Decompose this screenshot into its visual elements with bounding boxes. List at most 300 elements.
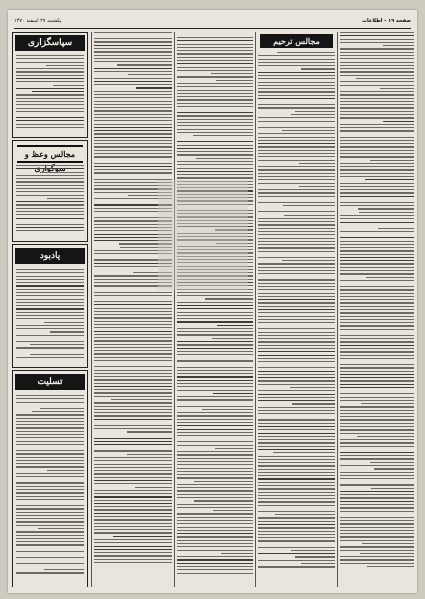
print-line — [177, 458, 253, 459]
print-line — [340, 98, 414, 99]
print-line — [258, 540, 335, 541]
print-line — [177, 40, 253, 41]
print-line — [94, 503, 172, 504]
print-line — [340, 196, 414, 197]
print-line — [258, 469, 335, 470]
print-line — [16, 402, 84, 403]
print-line — [94, 340, 172, 341]
print-line — [258, 133, 335, 134]
print-line — [273, 452, 335, 453]
print-line — [177, 86, 253, 87]
print-line — [277, 52, 335, 53]
print-line — [340, 166, 414, 167]
print-line — [94, 110, 172, 111]
print-line — [340, 387, 414, 388]
print-line — [340, 335, 414, 336]
print-line — [258, 95, 335, 96]
print-line — [258, 247, 335, 248]
print-line — [258, 104, 335, 105]
print-line — [340, 156, 414, 157]
print-line — [340, 205, 414, 206]
reminder-banner: یادبود — [15, 248, 85, 264]
print-line — [340, 62, 414, 63]
print-line — [16, 441, 84, 442]
reminder-box — [12, 244, 88, 368]
print-line — [113, 536, 172, 537]
print-line — [16, 489, 84, 490]
print-line — [340, 153, 414, 154]
print-line — [258, 442, 335, 443]
print-line — [258, 566, 335, 567]
print-line — [177, 425, 253, 426]
print-line — [340, 254, 414, 255]
print-line — [340, 520, 414, 521]
notice-text — [16, 269, 84, 360]
print-line — [16, 486, 84, 487]
print-line — [221, 553, 253, 554]
print-line — [340, 75, 414, 76]
print-smudge — [158, 180, 248, 290]
print-line — [177, 513, 253, 514]
print-line — [16, 437, 84, 438]
thanks-banner: سپاسگزاری — [15, 35, 85, 51]
print-line — [177, 415, 253, 416]
column-rule — [337, 32, 338, 587]
print-line — [340, 377, 414, 378]
print-line — [94, 496, 172, 497]
print-line — [258, 75, 335, 76]
column-rule — [91, 32, 92, 587]
print-line — [258, 296, 335, 297]
print-line — [32, 411, 84, 412]
print-line — [340, 127, 414, 128]
print-line — [94, 438, 172, 439]
print-line — [177, 37, 253, 38]
print-line — [94, 114, 172, 115]
print-line — [94, 101, 172, 102]
print-line — [258, 419, 335, 420]
print-line — [94, 379, 172, 380]
print-line — [258, 459, 335, 460]
print-line — [340, 143, 414, 144]
print-line — [258, 433, 335, 434]
print-line — [258, 332, 335, 333]
print-line — [258, 462, 335, 463]
column-rule — [255, 32, 256, 587]
print-line — [340, 137, 414, 138]
print-line — [258, 355, 335, 356]
print-line — [177, 161, 253, 162]
print-line — [94, 460, 172, 461]
print-line — [16, 58, 84, 59]
sympathy-box — [12, 370, 88, 587]
print-line — [194, 481, 253, 482]
print-line — [258, 107, 335, 108]
print-line — [340, 484, 414, 485]
print-line — [258, 286, 335, 287]
print-line — [340, 446, 414, 447]
print-line — [177, 517, 253, 518]
print-line — [94, 490, 172, 491]
print-line — [94, 311, 172, 312]
print-line — [258, 501, 335, 502]
print-line — [94, 402, 172, 403]
print-line — [177, 164, 253, 165]
print-line — [94, 84, 172, 85]
print-line — [357, 436, 414, 437]
print-line — [340, 556, 414, 557]
print-line — [258, 62, 335, 63]
print-line — [94, 324, 172, 325]
print-line — [16, 178, 84, 179]
print-line — [16, 563, 84, 564]
print-line — [258, 328, 335, 329]
print-line — [258, 173, 335, 174]
print-line — [340, 302, 414, 303]
print-line — [340, 58, 414, 59]
print-line — [340, 289, 414, 290]
print-line — [340, 406, 414, 407]
print-line — [44, 569, 84, 570]
print-line — [193, 135, 253, 136]
print-line — [258, 338, 335, 339]
print-line — [94, 334, 172, 335]
print-line — [94, 552, 172, 553]
print-line — [94, 146, 172, 147]
print-line — [340, 146, 414, 147]
print-line — [258, 371, 335, 372]
print-line — [258, 517, 335, 518]
print-line — [177, 308, 253, 309]
print-line — [340, 312, 414, 313]
print-line — [111, 399, 172, 400]
print-line — [258, 270, 335, 271]
print-line — [340, 169, 414, 170]
print-line — [94, 97, 172, 98]
print-line — [380, 88, 414, 89]
print-line — [16, 214, 84, 215]
print-line — [177, 148, 253, 149]
print-line — [94, 137, 172, 138]
print-line — [177, 174, 253, 175]
print-line — [94, 419, 172, 420]
print-line — [16, 88, 84, 89]
print-line — [177, 543, 253, 544]
print-line — [177, 129, 253, 130]
print-line — [16, 325, 84, 326]
print-line — [340, 410, 414, 411]
print-line — [340, 91, 414, 92]
print-line — [258, 127, 335, 128]
print-line — [16, 272, 84, 273]
print-line — [94, 344, 172, 345]
print-line — [258, 423, 335, 424]
print-line — [258, 263, 335, 264]
print-line — [258, 146, 335, 147]
print-line — [94, 409, 172, 410]
print-line — [16, 276, 84, 277]
print-line — [94, 48, 172, 49]
print-line — [16, 175, 84, 176]
print-line — [177, 435, 253, 436]
print-line — [367, 566, 414, 567]
print-line — [94, 140, 172, 141]
print-line — [16, 191, 84, 192]
issue-date: یکشنبه ۲۷ اسفند ۱۳۷۰ — [14, 18, 62, 24]
print-line — [94, 396, 172, 397]
print-line — [94, 61, 172, 62]
print-line — [177, 533, 253, 534]
print-line — [340, 257, 414, 258]
print-line — [340, 501, 414, 502]
print-line — [340, 85, 414, 86]
print-line — [340, 380, 414, 381]
print-line — [94, 45, 172, 46]
print-line — [16, 328, 84, 329]
newspaper-page — [8, 10, 417, 593]
print-line — [340, 71, 414, 72]
print-line — [340, 475, 414, 476]
print-line — [94, 133, 172, 134]
notice-text — [16, 165, 84, 234]
print-line — [177, 83, 253, 84]
print-line — [177, 386, 253, 387]
print-line — [258, 407, 335, 408]
print-line — [340, 150, 414, 151]
print-line — [16, 535, 84, 536]
print-line — [94, 477, 172, 478]
print-line — [340, 329, 414, 330]
print-line — [177, 328, 253, 329]
print-line — [258, 224, 335, 225]
print-line — [16, 538, 84, 539]
notice-text — [177, 32, 253, 576]
print-line — [340, 478, 414, 479]
print-line — [94, 559, 172, 560]
print-line — [301, 563, 335, 564]
print-line — [94, 153, 172, 154]
print-line — [258, 531, 335, 532]
print-line — [282, 260, 335, 261]
print-line — [177, 536, 253, 537]
print-line — [177, 477, 253, 478]
print-line — [16, 541, 84, 542]
print-line — [258, 534, 335, 535]
print-line — [177, 341, 253, 342]
print-line — [177, 99, 253, 100]
print-line — [258, 553, 335, 554]
print-line — [258, 482, 335, 483]
print-line — [16, 71, 84, 72]
print-line — [258, 257, 335, 258]
print-line — [16, 518, 84, 519]
print-line — [258, 358, 335, 359]
print-line — [127, 454, 172, 455]
print-line — [94, 473, 172, 474]
print-line — [16, 505, 84, 506]
print-line — [258, 153, 335, 154]
print-line — [258, 426, 335, 427]
print-line — [258, 238, 335, 239]
print-line — [383, 45, 414, 46]
print-line — [362, 543, 414, 544]
print-line — [94, 555, 172, 556]
print-line — [258, 312, 335, 313]
print-line — [340, 273, 414, 274]
print-line — [177, 569, 253, 570]
print-line — [177, 390, 253, 391]
print-line — [258, 88, 335, 89]
print-line — [16, 230, 84, 231]
print-line — [258, 537, 335, 538]
print-line — [258, 196, 335, 197]
print-line — [16, 302, 84, 303]
column-left — [11, 32, 89, 587]
print-line — [16, 341, 84, 342]
print-line — [94, 317, 172, 318]
print-line — [177, 494, 253, 495]
print-line — [94, 124, 172, 125]
print-line — [94, 81, 172, 82]
print-line — [258, 488, 335, 489]
print-line — [340, 371, 414, 372]
print-line — [258, 475, 335, 476]
print-line — [340, 231, 414, 232]
print-line — [340, 306, 414, 307]
print-line — [340, 374, 414, 375]
print-line — [217, 325, 253, 326]
print-line — [177, 520, 253, 521]
print-line — [94, 51, 172, 52]
print-line — [16, 421, 84, 422]
print-line — [340, 52, 414, 53]
print-line — [16, 299, 84, 300]
print-line — [16, 282, 84, 283]
print-line — [94, 441, 172, 442]
print-line — [16, 62, 84, 63]
print-line — [258, 446, 335, 447]
print-line — [258, 511, 335, 512]
print-line — [177, 523, 253, 524]
print-line — [295, 556, 335, 557]
print-line — [340, 267, 414, 268]
print-line — [177, 302, 253, 303]
print-line — [177, 351, 253, 352]
print-line — [177, 370, 253, 371]
print-line — [258, 400, 335, 401]
print-line — [177, 422, 253, 423]
print-line — [340, 439, 414, 440]
print-line — [366, 277, 414, 278]
print-line — [340, 260, 414, 261]
print-line — [340, 367, 414, 368]
print-line — [16, 525, 84, 526]
print-line — [258, 166, 335, 167]
print-line — [177, 396, 253, 397]
print-line — [16, 165, 84, 166]
print-line — [16, 81, 84, 82]
print-line — [340, 433, 414, 434]
print-line — [94, 295, 172, 296]
print-line — [340, 35, 414, 36]
print-line — [94, 467, 172, 468]
print-line — [258, 189, 335, 190]
print-line — [177, 540, 253, 541]
print-line — [47, 470, 84, 471]
print-line — [16, 124, 84, 125]
print-line — [258, 218, 335, 219]
print-line — [258, 492, 335, 493]
print-line — [177, 484, 253, 485]
print-line — [16, 463, 84, 464]
print-line — [16, 476, 84, 477]
print-line — [340, 523, 414, 524]
print-line — [258, 221, 335, 222]
print-line — [340, 429, 414, 430]
print-line — [340, 384, 414, 385]
print-line — [340, 491, 414, 492]
print-line — [258, 319, 335, 320]
print-line — [16, 68, 84, 69]
print-line — [258, 117, 335, 118]
print-line — [94, 383, 172, 384]
column-3 — [177, 32, 253, 587]
print-line — [258, 521, 335, 522]
print-line — [258, 341, 335, 342]
print-line — [50, 331, 84, 332]
print-line — [177, 145, 253, 146]
print-line — [205, 298, 253, 299]
print-line — [374, 468, 414, 469]
print-line — [94, 457, 172, 458]
print-line — [94, 360, 172, 361]
print-line — [340, 504, 414, 505]
print-line — [38, 528, 84, 529]
print-line — [94, 428, 172, 429]
print-line — [340, 263, 414, 264]
print-line — [177, 419, 253, 420]
print-line — [258, 449, 335, 450]
print-line — [177, 312, 253, 313]
print-line — [371, 488, 414, 489]
print-line — [177, 171, 253, 172]
print-line — [340, 419, 414, 420]
print-line — [340, 546, 414, 547]
print-line — [16, 496, 84, 497]
print-line — [177, 367, 253, 368]
print-line — [32, 91, 84, 92]
print-line — [177, 451, 253, 452]
print-line — [16, 335, 84, 336]
print-line — [340, 32, 414, 33]
print-line — [94, 529, 172, 530]
print-line — [258, 390, 335, 391]
print-line — [16, 289, 84, 290]
print-line — [16, 292, 84, 293]
print-line — [340, 163, 414, 164]
print-line — [94, 450, 172, 451]
print-line — [16, 224, 84, 225]
print-line — [47, 198, 84, 199]
print-line — [94, 331, 172, 332]
print-line — [282, 130, 335, 131]
print-line — [16, 117, 84, 118]
print-line — [258, 524, 335, 525]
print-line — [258, 78, 335, 79]
print-line — [340, 423, 414, 424]
print-line — [275, 514, 335, 515]
print-line — [340, 296, 414, 297]
